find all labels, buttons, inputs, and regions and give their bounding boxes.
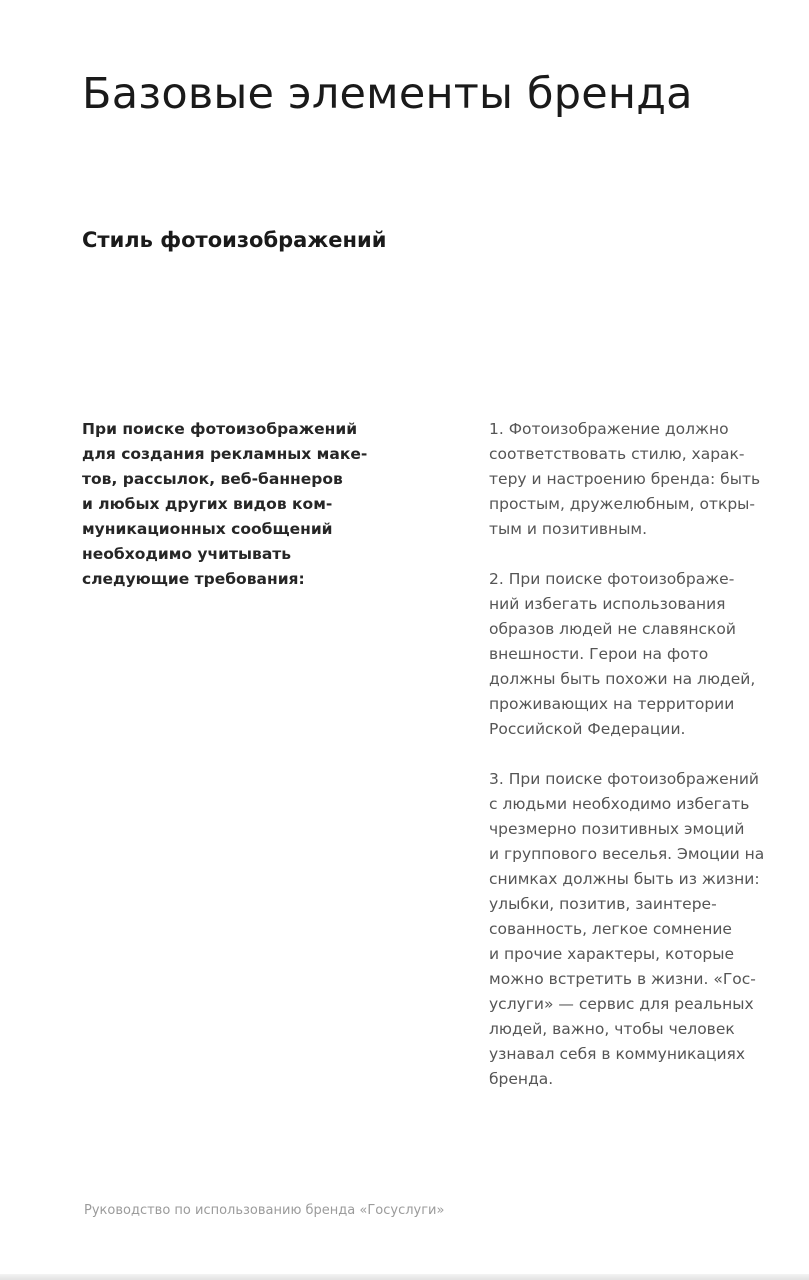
requirement-line: сованность, легкое сомнение [489, 920, 732, 938]
requirement-3 [489, 767, 799, 1092]
requirement-line: должны быть похожи на людей, [489, 670, 756, 688]
requirement-line: образов людей не славянской [489, 620, 736, 638]
requirement-1 [489, 417, 799, 542]
requirement-2 [489, 567, 799, 742]
requirement-line: бренда. [489, 1070, 554, 1088]
requirement-line: и группового веселья. Эмоции на [489, 845, 765, 863]
requirement-line: Российской Федерации. [489, 720, 686, 738]
requirement-line: 3. При поиске фотоизображений [489, 770, 759, 788]
intro-line: для создания рекламных маке- [82, 445, 368, 463]
section-title: Стиль фотоизображений [82, 228, 387, 252]
intro-line: и любых других видов ком- [82, 495, 333, 513]
requirement-line: и прочие характеры, которые [489, 945, 734, 963]
page-footer: Руководство по использованию бренда «Госуслуги» [84, 1203, 445, 1218]
requirement-line: можно встретить в жизни. «Гос- [489, 970, 756, 988]
requirement-line: теру и настроению бренда: быть [489, 470, 761, 488]
requirement-line: внешности. Герои на фото [489, 645, 709, 663]
requirements-list [489, 417, 799, 1117]
intro-line: тов, рассылок, веб-баннеров [82, 470, 343, 488]
intro-line: необходимо учитывать [82, 545, 292, 563]
intro-line: следующие требования: [82, 570, 305, 588]
page-bottom-edge [0, 1274, 809, 1280]
requirement-line: соответствовать стилю, харак- [489, 445, 745, 463]
requirement-line: снимках должны быть из жизни: [489, 870, 760, 888]
requirement-line: 1. Фотоизображение должно [489, 420, 729, 438]
requirement-line: простым, дружелюбным, откры- [489, 495, 755, 513]
requirement-line: 2. При поиске фотоизображе- [489, 570, 735, 588]
requirement-line: с людьми необходимо избегать [489, 795, 750, 813]
intro-line: При поиске фотоизображений [82, 420, 358, 438]
requirement-line: проживающих на территории [489, 695, 735, 713]
requirement-line: ний избегать использования [489, 595, 726, 613]
requirement-line: чрезмерно позитивных эмоций [489, 820, 745, 838]
requirement-line: услуги» — сервис для реальных [489, 995, 754, 1013]
intro-paragraph [82, 417, 392, 592]
requirement-line: узнавал себя в коммуникациях [489, 1045, 746, 1063]
page-title: Базовые элементы бренда [82, 69, 693, 119]
requirement-line: улыбки, позитив, заинтере- [489, 895, 717, 913]
intro-line: муникационных сообщений [82, 520, 333, 538]
requirement-line: людей, важно, чтобы человек [489, 1020, 735, 1038]
requirement-line: тым и позитивным. [489, 520, 648, 538]
